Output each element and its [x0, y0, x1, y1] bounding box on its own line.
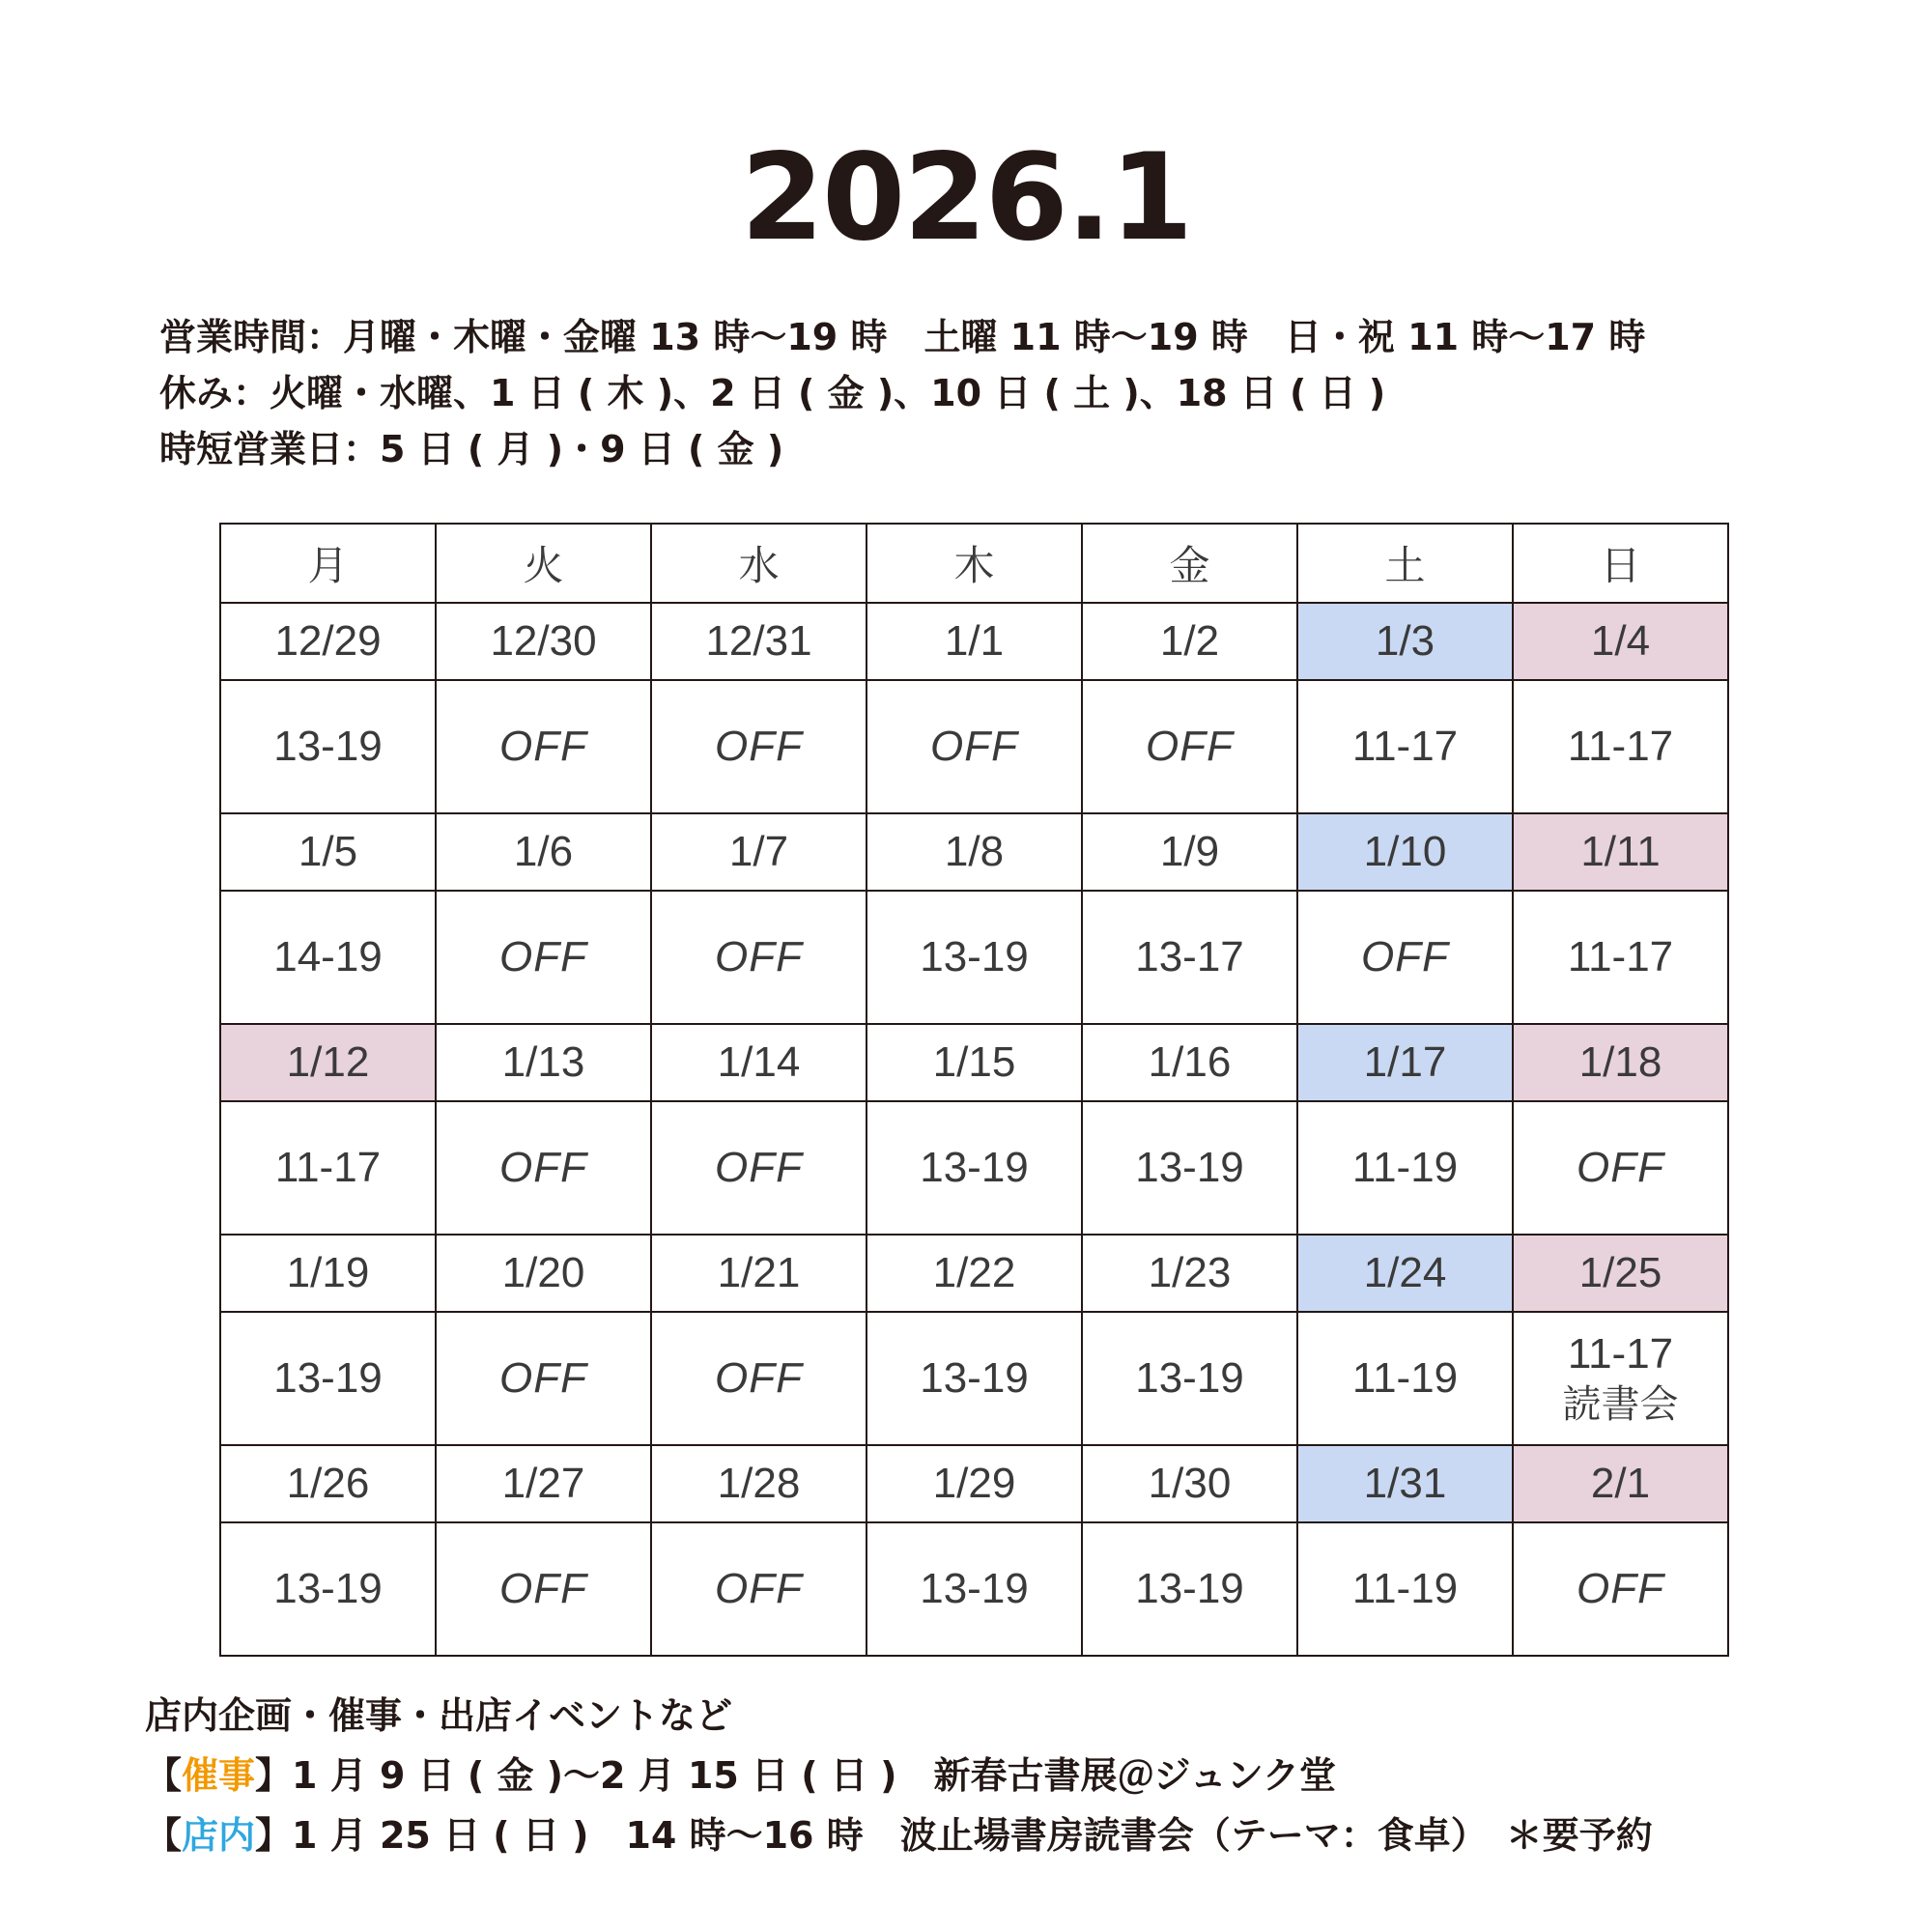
weekday-mon: 月	[220, 524, 436, 603]
date-cell: 1/6	[436, 813, 651, 891]
hours-cell: 13-19	[867, 1522, 1082, 1656]
bracket-open: 【	[145, 1814, 183, 1857]
event-tag: 催事	[182, 1754, 256, 1797]
date-cell: 12/29	[220, 603, 436, 680]
hours-cell-off: OFF	[436, 1312, 651, 1445]
date-cell: 1/29	[867, 1445, 1082, 1522]
date-cell: 1/30	[1082, 1445, 1297, 1522]
bracket-close: 】	[255, 1814, 293, 1857]
event-item	[145, 1805, 1653, 1865]
hours-cell: 11-17	[1513, 891, 1728, 1024]
date-cell-sunday: 1/25	[1513, 1235, 1728, 1312]
hours-cell: 11-17	[220, 1101, 436, 1235]
weekday-tue: 火	[436, 524, 651, 603]
weekday-thu: 木	[867, 524, 1082, 603]
date-cell: 1/22	[867, 1235, 1082, 1312]
calendar-table	[219, 523, 1729, 1657]
hours-cell-off: OFF	[651, 1522, 867, 1656]
weekday-header-row	[220, 524, 1728, 603]
date-cell: 1/9	[1082, 813, 1297, 891]
events-section	[145, 1686, 1653, 1865]
hours-row	[220, 1522, 1728, 1656]
hours-cell: 13-19	[867, 1312, 1082, 1445]
hours-cell: 11-19	[1297, 1312, 1513, 1445]
hours-cell-short: 14-19	[220, 891, 436, 1024]
reading-club-note: 読書会	[1562, 1382, 1679, 1427]
date-cell: 1/20	[436, 1235, 651, 1312]
date-cell-saturday: 1/17	[1297, 1024, 1513, 1101]
hours-cell-off: OFF	[651, 1101, 867, 1235]
hours-cell: 11-17	[1297, 680, 1513, 813]
hours-value: 11-17	[1567, 1330, 1674, 1378]
hours-cell-event	[1513, 1312, 1728, 1445]
event-tag: 店内	[182, 1814, 256, 1857]
hours-cell-off: OFF	[436, 891, 651, 1024]
closed-days: 休み：火曜・水曜、1 日 ( 木 )、2 日 ( 金 )、10 日 ( 土 )、18 日 ( 日 )	[159, 372, 1386, 414]
date-cell: 1/28	[651, 1445, 867, 1522]
hours-cell: 11-19	[1297, 1522, 1513, 1656]
hours-cell-off: OFF	[1513, 1101, 1728, 1235]
hours-cell-off: OFF	[1297, 891, 1513, 1024]
hours-cell-off: OFF	[651, 1312, 867, 1445]
weekday-wed: 水	[651, 524, 867, 603]
hours-cell: 13-19	[1082, 1522, 1297, 1656]
hours-cell-off: OFF	[436, 1101, 651, 1235]
hours-info	[159, 309, 1645, 477]
date-cell: 12/31	[651, 603, 867, 680]
hours-cell-off: OFF	[651, 891, 867, 1024]
date-cell: 1/26	[220, 1445, 436, 1522]
hours-cell: 13-19	[1082, 1312, 1297, 1445]
hours-cell-off: OFF	[1513, 1522, 1728, 1656]
hours-cell-off: OFF	[436, 1522, 651, 1656]
date-cell-sunday: 1/4	[1513, 603, 1728, 680]
hours-row	[220, 680, 1728, 813]
business-hours: 営業時間：月曜・木曜・金曜 13 時〜19 時 土曜 11 時〜19 時 日・祝 11 時〜17 時	[159, 316, 1646, 358]
date-cell: 12/30	[436, 603, 651, 680]
date-row	[220, 603, 1728, 680]
event-text: 1 月 9 日 ( 金 )〜2 月 15 日 ( 日 ) 新春古書展＠ジュンク堂	[292, 1754, 1336, 1797]
weekday-sun: 日	[1513, 524, 1728, 603]
date-cell-saturday: 1/3	[1297, 603, 1513, 680]
hours-cell: 13-19	[220, 1312, 436, 1445]
date-cell: 1/1	[867, 603, 1082, 680]
date-row	[220, 1235, 1728, 1312]
date-cell-sunday: 1/11	[1513, 813, 1728, 891]
bracket-open: 【	[145, 1754, 183, 1797]
events-heading: 店内企画・催事・出店イベントなど	[145, 1694, 733, 1737]
hours-cell: 13-19	[867, 891, 1082, 1024]
event-text: 1 月 25 日 ( 日 ) 14 時〜16 時 波止場書房読書会（テーマ：食卓） ＊要予約	[292, 1814, 1653, 1857]
page-title: 2026.1	[740, 128, 1192, 268]
hours-row	[220, 891, 1728, 1024]
date-cell-saturday: 1/10	[1297, 813, 1513, 891]
date-cell: 1/15	[867, 1024, 1082, 1101]
date-cell: 1/8	[867, 813, 1082, 891]
date-cell: 1/21	[651, 1235, 867, 1312]
date-cell-saturday: 1/24	[1297, 1235, 1513, 1312]
hours-cell: 11-17	[1513, 680, 1728, 813]
hours-row	[220, 1101, 1728, 1235]
weekday-fri: 金	[1082, 524, 1297, 603]
date-row	[220, 1445, 1728, 1522]
hours-cell: 13-19	[220, 1522, 436, 1656]
weekday-sat: 土	[1297, 524, 1513, 603]
short-hours-days: 時短営業日：5 日 ( 月 )・9 日 ( 金 )	[159, 428, 784, 470]
hours-cell: 13-19	[220, 680, 436, 813]
date-cell: 1/19	[220, 1235, 436, 1312]
date-cell: 1/23	[1082, 1235, 1297, 1312]
hours-cell-off: OFF	[436, 680, 651, 813]
date-cell: 1/2	[1082, 603, 1297, 680]
hours-cell-off: OFF	[651, 680, 867, 813]
date-cell-saturday: 1/31	[1297, 1445, 1513, 1522]
hours-row	[220, 1312, 1728, 1445]
date-cell-sunday: 1/18	[1513, 1024, 1728, 1101]
date-cell: 1/14	[651, 1024, 867, 1101]
date-cell: 1/27	[436, 1445, 651, 1522]
date-cell: 1/7	[651, 813, 867, 891]
hours-cell: 11-19	[1297, 1101, 1513, 1235]
date-cell: 1/13	[436, 1024, 651, 1101]
hours-cell-short: 13-17	[1082, 891, 1297, 1024]
date-cell-sunday: 2/1	[1513, 1445, 1728, 1522]
date-cell-holiday: 1/12	[220, 1024, 436, 1101]
date-row	[220, 813, 1728, 891]
date-row	[220, 1024, 1728, 1101]
event-item	[145, 1746, 1653, 1805]
date-cell: 1/16	[1082, 1024, 1297, 1101]
hours-cell-off: OFF	[1082, 680, 1297, 813]
bracket-close: 】	[255, 1754, 293, 1797]
hours-cell: 13-19	[867, 1101, 1082, 1235]
hours-cell-off: OFF	[867, 680, 1082, 813]
hours-cell: 13-19	[1082, 1101, 1297, 1235]
date-cell: 1/5	[220, 813, 436, 891]
